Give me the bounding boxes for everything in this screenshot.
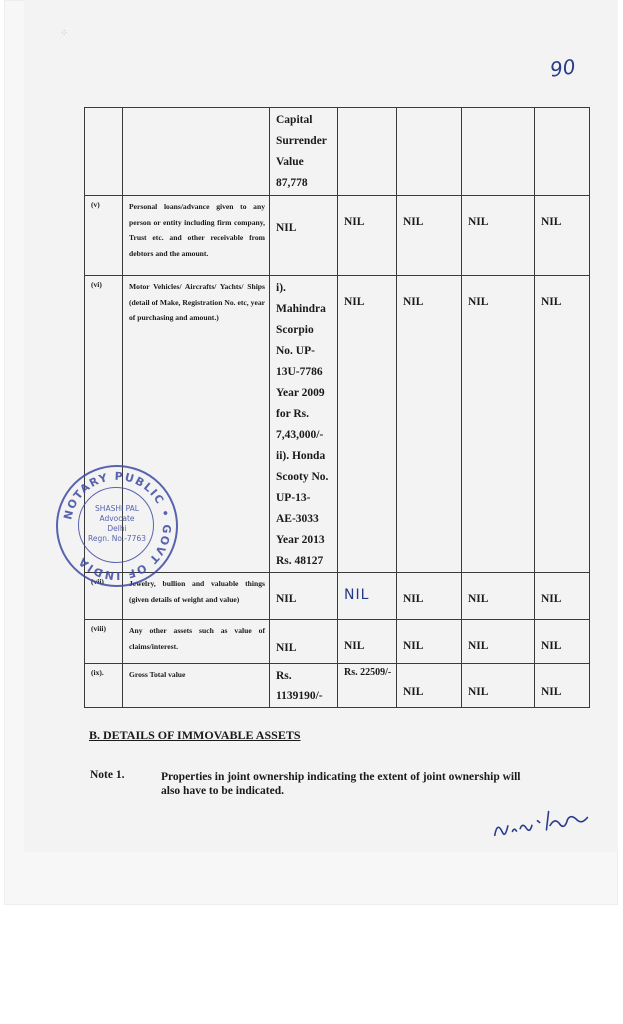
row-number: (vii) xyxy=(85,573,123,620)
value-line: Capital xyxy=(276,114,313,126)
dependent-2-value xyxy=(462,276,535,573)
value-line: Year 2013 xyxy=(276,534,325,546)
value-line: Mahindra xyxy=(276,303,326,315)
stamp-center xyxy=(72,504,162,544)
candidate-value xyxy=(270,573,338,620)
value-line: Year 2009 xyxy=(276,387,325,399)
value-text: NIL xyxy=(541,686,562,698)
value-text: NIL xyxy=(541,593,562,605)
page-number: 90 xyxy=(548,54,577,82)
stamp-outer-text: NOTARY PUBLIC • GOVT OF INDIA xyxy=(61,469,174,583)
candidate-value xyxy=(270,620,338,664)
value-line: 1139190/- xyxy=(276,690,323,702)
candidate-value xyxy=(270,108,338,196)
value-text: NIL xyxy=(541,216,562,228)
value-text: NIL xyxy=(403,593,424,605)
value-text: NIL xyxy=(468,296,489,308)
dependent-3-value xyxy=(535,620,590,664)
table-row xyxy=(85,664,590,708)
dependent-1-value xyxy=(397,196,462,276)
dependent-2-value xyxy=(462,620,535,664)
dependent-3-value xyxy=(535,664,590,708)
value-line: AE-3033 xyxy=(276,513,319,525)
dependent-1-value xyxy=(397,276,462,573)
row-description: Jewelry, bullion and valuable things (given details of weight and value) xyxy=(123,573,270,620)
dependent-3-value xyxy=(535,196,590,276)
spouse-value xyxy=(338,196,397,276)
spouse-value xyxy=(338,108,397,196)
dependent-3-value xyxy=(535,276,590,573)
row-description: Any other assets such as value of claims/interest. xyxy=(123,620,270,664)
stamp-city: Delhi xyxy=(107,524,127,533)
spouse-value xyxy=(338,664,397,708)
stamp-title: Advocate xyxy=(99,514,135,523)
value-line: 7,43,000/- xyxy=(276,429,324,441)
value-line: No. UP- xyxy=(276,345,315,357)
row-number xyxy=(85,108,123,196)
section-title: B. DETAILS OF IMMOVABLE ASSETS xyxy=(89,728,301,742)
candidate-value xyxy=(270,664,338,708)
row-number: (vi) xyxy=(85,276,123,573)
row-description: Motor Vehicles/ Aircrafts/ Yachts/ Ships (detail of Make, Registration No. etc, year of purchasing and amount.) xyxy=(123,276,270,573)
row-description: Personal loans/advance given to any person or entity including firm company, Trust etc. and other receivable from debtors and the amount. xyxy=(123,196,270,276)
value-line: Scorpio xyxy=(276,324,314,336)
value-line: Scooty No. xyxy=(276,471,329,483)
value-line: 87,778 xyxy=(276,177,308,189)
value-line: Rs. xyxy=(276,670,292,682)
dependent-3-value xyxy=(535,108,590,196)
value-text: NIL xyxy=(468,686,489,698)
value-line: Value xyxy=(276,156,304,168)
row-number: (viii) xyxy=(85,620,123,664)
candidate-value xyxy=(270,276,338,573)
dependent-3-value xyxy=(535,573,590,620)
value-line: Rs. 48127 xyxy=(276,555,324,567)
value-text: NIL xyxy=(344,296,365,308)
note-label: Note 1. xyxy=(90,769,125,781)
candidate-value xyxy=(270,196,338,276)
value-text: NIL xyxy=(403,216,424,228)
notary-stamp xyxy=(56,465,178,587)
value-text: NIL xyxy=(541,640,562,652)
value-text: Rs. 22509/- xyxy=(344,667,392,678)
dependent-1-value xyxy=(397,573,462,620)
value-text: NIL xyxy=(276,593,297,605)
row-description xyxy=(123,108,270,196)
value-line: 13U-7786 xyxy=(276,366,323,378)
dependent-1-value xyxy=(397,108,462,196)
value-line: ii). Honda xyxy=(276,450,326,462)
dependent-2-value xyxy=(462,664,535,708)
note-text: Properties in joint ownership indicating the extent of joint ownership will also have to be indicated. xyxy=(161,771,521,797)
value-text: NIL xyxy=(468,593,489,605)
scan-speck: ⁘ xyxy=(60,28,69,39)
value-line: Surrender xyxy=(276,135,327,147)
table-row xyxy=(85,108,590,196)
dependent-1-value xyxy=(397,664,462,708)
table-row xyxy=(85,620,590,664)
dependent-2-value xyxy=(462,573,535,620)
value-text: NIL xyxy=(276,642,297,654)
value-text: NIL xyxy=(468,640,489,652)
value-text: NIL xyxy=(468,216,489,228)
stamp-regn: Regn. No.-7763 xyxy=(87,534,146,543)
row-number: (v) xyxy=(85,196,123,276)
value-text: NIL xyxy=(403,686,424,698)
dependent-2-value xyxy=(462,196,535,276)
spouse-value xyxy=(338,276,397,573)
value-text: NIL xyxy=(403,640,424,652)
movable-assets-table xyxy=(84,107,590,708)
dependent-1-value xyxy=(397,620,462,664)
value-text: NIL xyxy=(541,296,562,308)
table-row xyxy=(85,196,590,276)
value-line: UP-13- xyxy=(276,492,311,504)
spouse-value xyxy=(338,573,397,620)
dependent-2-value xyxy=(462,108,535,196)
handwritten-value: NIL xyxy=(344,587,370,603)
spouse-value xyxy=(338,620,397,664)
value-line: i). xyxy=(276,282,286,294)
value-line: for Rs. xyxy=(276,408,310,420)
value-text: NIL xyxy=(344,640,365,652)
stamp-name: SHASHI PAL xyxy=(95,504,139,513)
value-text: NIL xyxy=(403,296,424,308)
value-text: NIL xyxy=(344,216,365,228)
row-description: Gross Total value xyxy=(123,664,270,708)
row-number: (ix). xyxy=(85,664,123,708)
value-text: NIL xyxy=(276,222,297,234)
